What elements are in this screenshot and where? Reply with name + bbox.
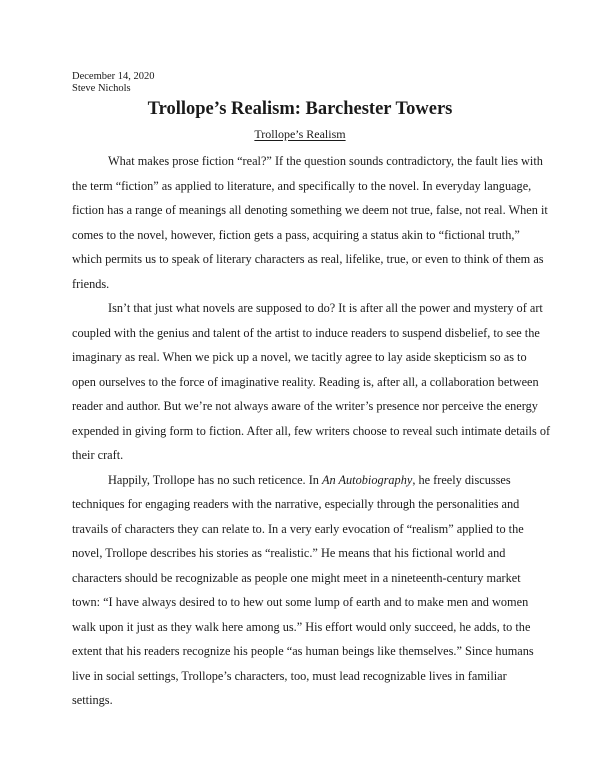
document-author: Steve Nichols xyxy=(72,83,131,94)
text-line: friends. xyxy=(72,276,110,291)
text-line: live in social settings, Trollope’s characters, too, must lead recognizable lives in familiar xyxy=(72,668,507,683)
text-run: Happily, Trollope has no such reticence. In xyxy=(108,472,323,487)
text-line: their craft. xyxy=(72,448,124,462)
text-line: techniques for engaging readers with the narrative, especially through the personalities and xyxy=(72,497,520,511)
text-line: characters should be recognizable as people one might meet in a nineteenth-century market xyxy=(72,570,521,585)
text-line: fiction has a range of meanings all denoting something we deem not true, false, not real. When it xyxy=(72,203,548,217)
text-line: the term “fiction” as applied to literature, and specifically to the novel. In everyday language, xyxy=(72,178,532,193)
text-line: reader and author. But we’re not always aware of the writer’s presence nor perceive the energy xyxy=(72,399,538,413)
text-line xyxy=(72,468,530,493)
text-line: expended in giving form to fiction. After all, few writers choose to reveal such intimate details of xyxy=(72,423,551,438)
text-line: walk upon it just as they walk here among us.” His effort would only succeed, he adds, to the xyxy=(72,619,531,634)
paragraph xyxy=(72,149,548,296)
document-body xyxy=(72,149,551,713)
text-line: settings. xyxy=(72,693,113,707)
text-line: travails of characters they can relate to. In a very early evocation of “realism” applied to the xyxy=(72,521,524,536)
text-line: comes to the novel, however, fiction gets a pass, acquiring a status akin to “fictional truth,” xyxy=(72,227,520,242)
text-line: extent that his readers recognize his people “as human beings like themselves.” Since humans xyxy=(72,644,534,658)
document-header xyxy=(72,71,155,95)
book-title-italic: An Autobiography xyxy=(322,472,413,487)
text-line: town: “I have always desired to to hew out some lump of earth and to make men and women xyxy=(72,595,529,609)
paragraph xyxy=(72,468,534,713)
text-line: which permits us to speak of literary characters as real, lifelike, true, or even to think of them as xyxy=(72,252,544,266)
text-line: open ourselves to the force of imaginative reality. Reading is, after all, a collaboration between xyxy=(72,374,539,389)
document-title: Trollope’s Realism: Barchester Towers xyxy=(147,99,453,119)
text-line: imaginary as real. When we pick up a novel, we tacitly agree to lay aside skepticism so as to xyxy=(72,350,527,364)
document-date: December 14, 2020 xyxy=(72,71,155,82)
text-run: , he freely discusses xyxy=(412,472,511,487)
text-line: coupled with the genius and talent of the artist to induce readers to suspend disbelief, to see the xyxy=(72,325,540,340)
section-heading: Trollope’s Realism xyxy=(254,127,346,141)
text-line: novel, Trollope describes his stories as “realistic.” He means that his fictional world and xyxy=(72,546,506,560)
text-line: Isn’t that just what novels are supposed to do? It is after all the power and mystery of art xyxy=(108,301,543,315)
text-line: What makes prose fiction “real?” If the question sounds contradictory, the fault lies with xyxy=(108,154,543,168)
paragraph xyxy=(72,296,551,468)
